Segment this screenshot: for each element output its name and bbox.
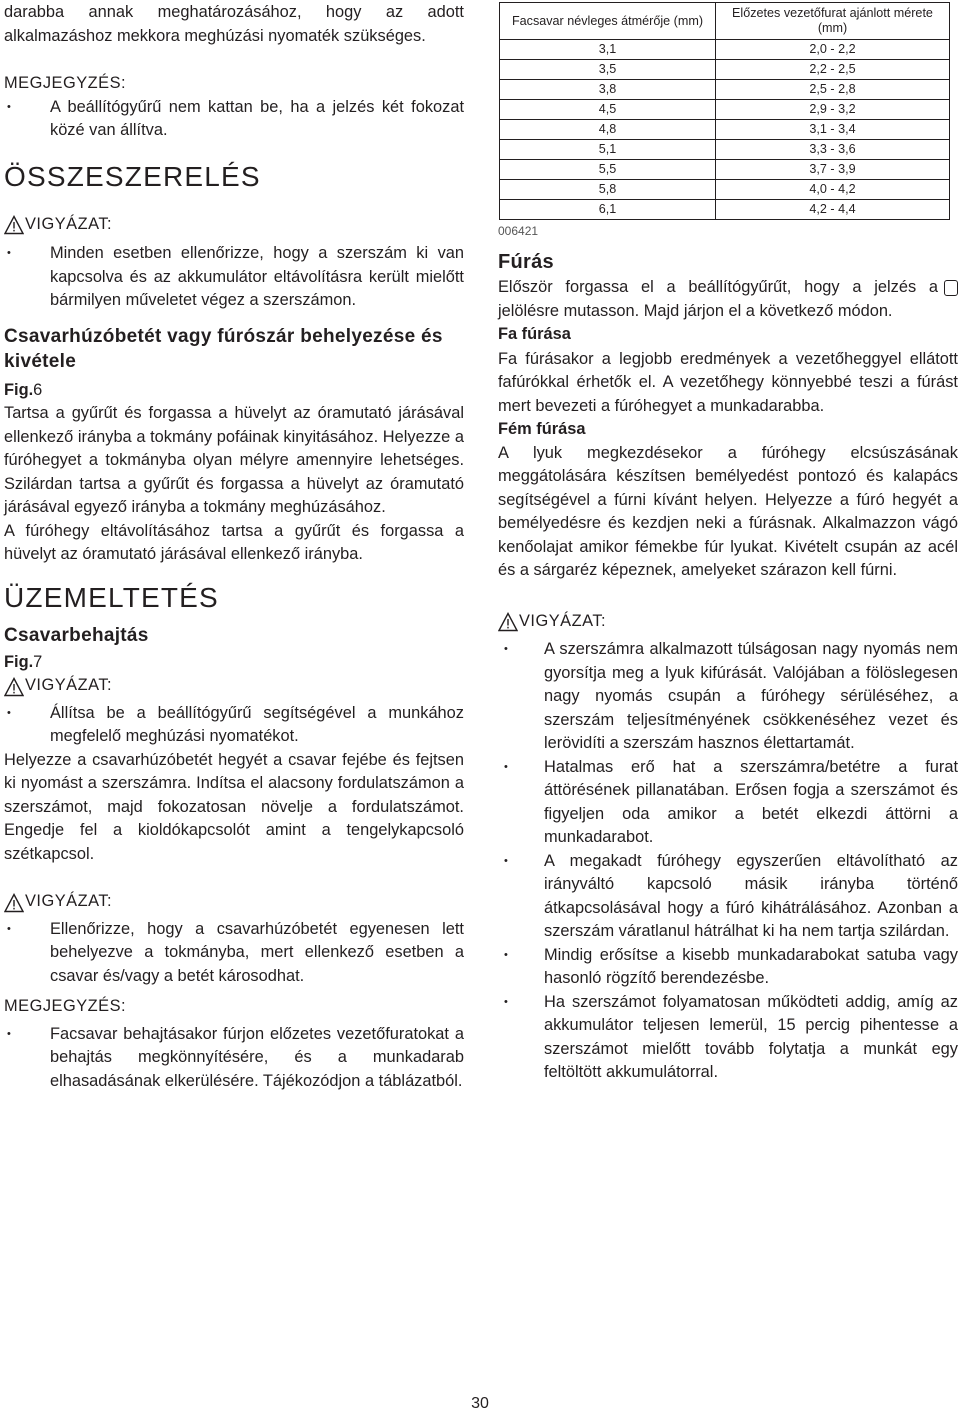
table-cell: 2,9 - 3,2 — [716, 100, 950, 120]
left-column — [4, 0, 464, 1093]
list-item: • A beállítógyűrű nem kattan be, ha a jelzés két fokozat közé van állítva. — [4, 96, 464, 143]
warning-list — [4, 242, 464, 313]
pilot-hole-table — [499, 2, 950, 220]
figure-reference-7: Fig.7 — [4, 652, 43, 671]
page-number: 30 — [471, 1395, 489, 1412]
table-cell: 3,3 - 3,6 — [716, 140, 950, 160]
table-cell: 2,0 - 2,2 — [716, 40, 950, 60]
metal-paragraph: A lyuk megkezdésekor a fúróhegy elcsúszásának meggátolására készítsen bemélyedést pontozó és kalapács segítségével a fúrni kívánt helyen. Helyezze a fúró hegyét a bemélyedésre és kezdjen neki a fúrásnak. Alkalmazzon vágó kenőolajat amikor fémekbe fúr lyukat. Kivételt csupán az acél és a sárgaréz képeznek, amelyeket szárazon kell fúrni. — [498, 443, 958, 579]
table-row — [500, 160, 950, 180]
section-title-assembly: ÖSSZESZERELÉS — [4, 160, 261, 192]
warning-list — [4, 918, 464, 989]
table-row — [500, 120, 950, 140]
intro-paragraph: darabba annak meghatározásához, hogy az adott alkalmazáshoz mekkora meghúzási nyomaték szükséges. — [4, 3, 464, 45]
warning-triangle-icon — [4, 215, 24, 235]
table-row — [500, 80, 950, 100]
note-heading: MEGJEGYZÉS: — [4, 997, 127, 1015]
table-body — [500, 40, 950, 220]
figure-reference-6: Fig.6 — [4, 380, 43, 399]
table-cell: 4,8 — [500, 120, 716, 140]
bit-heading: Csavarhúzóbetét vagy fúrószár behelyezése és kivétele — [4, 325, 443, 372]
bit-paragraph-1: Tartsa a gyűrűt és forgassa a hüvelyt az óramutató járásával ellenkező irányba a tokmány pofáinak kinyitásához. Helyezze a fúróhegyet a tokmányba olyan mélyre amennyire lehetséges. Szilárdan tartsa a gyűrűt és forgassa a hüvelyt az óramutató járásával egyező irányba a tokmány meghúzásához. — [4, 404, 464, 516]
warning-heading: VIGYÁZAT: — [4, 674, 464, 698]
list-item: • Ha szerszámot folyamatosan működteti addig, amíg az akkumulátor teljesen lemerül, 15 percig pihentesse a szerszámot mielőtt tovább folytatja a munkát egy feltöltött akkumulátorral. — [498, 991, 958, 1085]
warning-heading: VIGYÁZAT: — [4, 890, 464, 914]
table-header-cell: Facsavar névleges átmérője (mm) — [500, 3, 716, 40]
table-code: 006421 — [498, 224, 539, 238]
drill-paragraph: Először forgassa el a beállítógyűrűt, hogy a jelzés a jelölésre mutasson. Majd járjon el a következő módon. — [498, 276, 958, 323]
list-item: • Mindig erősítse a kisebb munkadarabokat satuba vagy hasonló rögzítő berendezésbe. — [498, 944, 958, 991]
table-cell: 5,1 — [500, 140, 716, 160]
table-cell: 5,8 — [500, 180, 716, 200]
warning-list — [4, 702, 464, 749]
table-row — [500, 180, 950, 200]
section-title-operation: ÜZEMELTETÉS — [4, 581, 219, 613]
warning-heading: VIGYÁZAT: — [4, 213, 464, 237]
screw-paragraph: Helyezze a csavarhúzóbetét hegyét a csavar fejébe és fejtsen ki nyomást a szerszámra. Indítsa el alacsony fordulatszámon a szerszámot, majd fokozatosan növelje a fordulatszámot. Engedje fel a kioldókapcsolót amint a tengelykapcsoló szétkapcsol. — [4, 750, 464, 863]
table-cell: 3,5 — [500, 60, 716, 80]
table-header-cell: Előzetes vezetőfurat ajánlott mérete (mm) — [716, 3, 950, 40]
list-item: • Hatalmas erő hat a szerszámra/betétre a furat áttörésének pillanatában. Erősen fogja a szerszámot és figyeljen oda amikor a betét elkezdi áttörni a munkadarabot. — [498, 756, 958, 850]
table-cell: 3,7 - 3,9 — [716, 160, 950, 180]
table-cell: 5,5 — [500, 160, 716, 180]
table-row — [500, 140, 950, 160]
table-row — [500, 60, 950, 80]
table-cell: 4,0 - 4,2 — [716, 180, 950, 200]
table-cell: 2,2 - 2,5 — [716, 60, 950, 80]
table-header-row — [500, 3, 950, 40]
list-item: • Ellenőrizze, hogy a csavarhúzóbetét egyenesen lett behelyezve a tokmányba, mert ellenkező esetben a csavar és/vagy a betét károsodhat. — [4, 918, 464, 989]
table-cell: 3,1 — [500, 40, 716, 60]
list-item: • Minden esetben ellenőrizze, hogy a szerszám ki van kapcsolva és az akkumulátor eltávolításra került mielőtt bármilyen műveletet végez a szerszámon. — [4, 242, 464, 313]
warning-heading: VIGYÁZAT: — [498, 610, 958, 634]
table-cell: 4,5 — [500, 100, 716, 120]
right-column — [498, 0, 958, 1085]
warning-triangle-icon — [498, 612, 518, 632]
wood-heading: Fa fúrása — [498, 325, 571, 343]
wood-paragraph: Fa fúrásakor a legjobb eredmények a vezetőheggyel ellátott fafúrókkal érhetők el. A vezetőhegy könnyebbé teszi a fúrást mert bevezeti a fúróhegyet a munkadarabba. — [498, 349, 958, 415]
table-cell: 2,5 - 2,8 — [716, 80, 950, 100]
drill-mode-symbol-icon — [944, 280, 958, 296]
table-row — [500, 100, 950, 120]
metal-heading: Fém fúrása — [498, 420, 586, 438]
warning-triangle-icon — [4, 893, 24, 913]
table-cell: 3,1 - 3,4 — [716, 120, 950, 140]
table-cell: 3,8 — [500, 80, 716, 100]
table-cell: 4,2 - 4,4 — [716, 200, 950, 220]
list-item: • A szerszámra alkalmazott túlságosan nagy nyomás nem gyorsítja meg a lyuk kifúrását. Valójában a fölöslegesen nagy nyomás csupán a fúróhegy sérüléséhez, a szerszám teljesítményének csökkenéséhez vezet és lerövidíti a szerszám hasznos élettartamát. — [498, 638, 958, 756]
table-row — [500, 40, 950, 60]
screw-heading: Csavarbehajtás — [4, 624, 149, 646]
list-item: • Állítsa be a beállítógyűrű segítségével a munkához megfelelő meghúzási nyomatékot. — [4, 702, 464, 749]
list-item: • A megakadt fúróhegy egyszerűen eltávolítható az irányváltó kapcsoló másik irányba történő átkapcsolásával hogy a fúró kihátrálásához. Azonban a szerszám váratlanul hátrálhat ki ha nem tartja szilárdan. — [498, 850, 958, 944]
warning-triangle-icon — [4, 677, 24, 697]
warning-list — [498, 638, 958, 1085]
note-list — [4, 1023, 464, 1094]
note-heading: MEGJEGYZÉS: — [4, 74, 127, 92]
note-list — [4, 96, 464, 143]
list-item: • Facsavar behajtásakor fúrjon előzetes vezetőfuratokat a behajtás megkönnyítésére, és a munkadarab elhasadásának elkerülésére. Tájékozódjon a táblázatból. — [4, 1023, 464, 1094]
table-cell: 6,1 — [500, 200, 716, 220]
drill-heading: Fúrás — [498, 251, 554, 273]
bit-paragraph-2: A fúróhegy eltávolításához tartsa a gyűrűt és forgassa a hüvelyt az óramutató járásával ellenkező irányba. — [4, 521, 464, 563]
table-row — [500, 200, 950, 220]
